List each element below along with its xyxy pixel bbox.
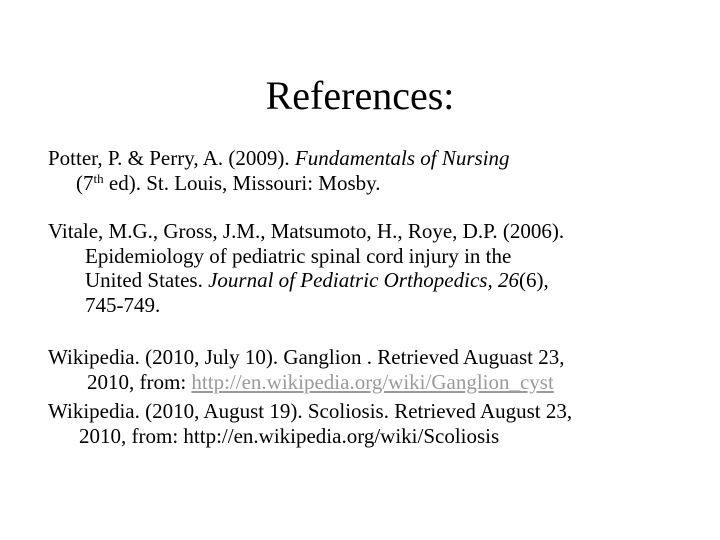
edition-open: (7 (76, 170, 94, 195)
reference-line: 745-749. (85, 292, 161, 317)
reference-line: Wikipedia. (2010, July 10). Ganglion . Retrieved Auguast 23, (48, 345, 565, 369)
reference-line (48, 268, 564, 293)
reference-vitale (48, 219, 564, 317)
reference-line: 2010, from: http://en.wikipedia.org/wiki/Scoliosis (79, 423, 500, 448)
book-title: Fundamentals of Nursing (294, 146, 510, 170)
reference-line: Wikipedia. (2010, August 19). Scoliosis. Retrieved August 23, (48, 399, 573, 423)
reference-ganglion (48, 345, 565, 394)
reference-potter (48, 146, 510, 195)
issue-number: (6), (518, 268, 549, 292)
journal-title: Journal of Pediatric Orthopedics, 26 (208, 268, 519, 292)
reference-authors: Potter, P. & Perry, A. (2009). (48, 146, 295, 170)
reference-text: 2010, from: (87, 369, 192, 394)
publisher-info: ed). St. Louis, Missouri: Mosby. (103, 170, 381, 195)
reference-line: Epidemiology of pediatric spinal cord injury in the (85, 243, 512, 268)
page-title: References: (265, 73, 455, 118)
edition-superscript: th (93, 170, 104, 186)
reference-line (48, 171, 510, 196)
reference-scoliosis (48, 399, 572, 448)
ganglion-link[interactable]: http://en.wikipedia.org/wiki/Ganglion_cyst (191, 369, 554, 394)
reference-line (48, 370, 565, 395)
reference-line (48, 146, 510, 171)
reference-line: Vitale, M.G., Gross, J.M., Matsumoto, H., Roye, D.P. (2006). (48, 219, 565, 243)
reference-text: United States. (85, 268, 209, 292)
